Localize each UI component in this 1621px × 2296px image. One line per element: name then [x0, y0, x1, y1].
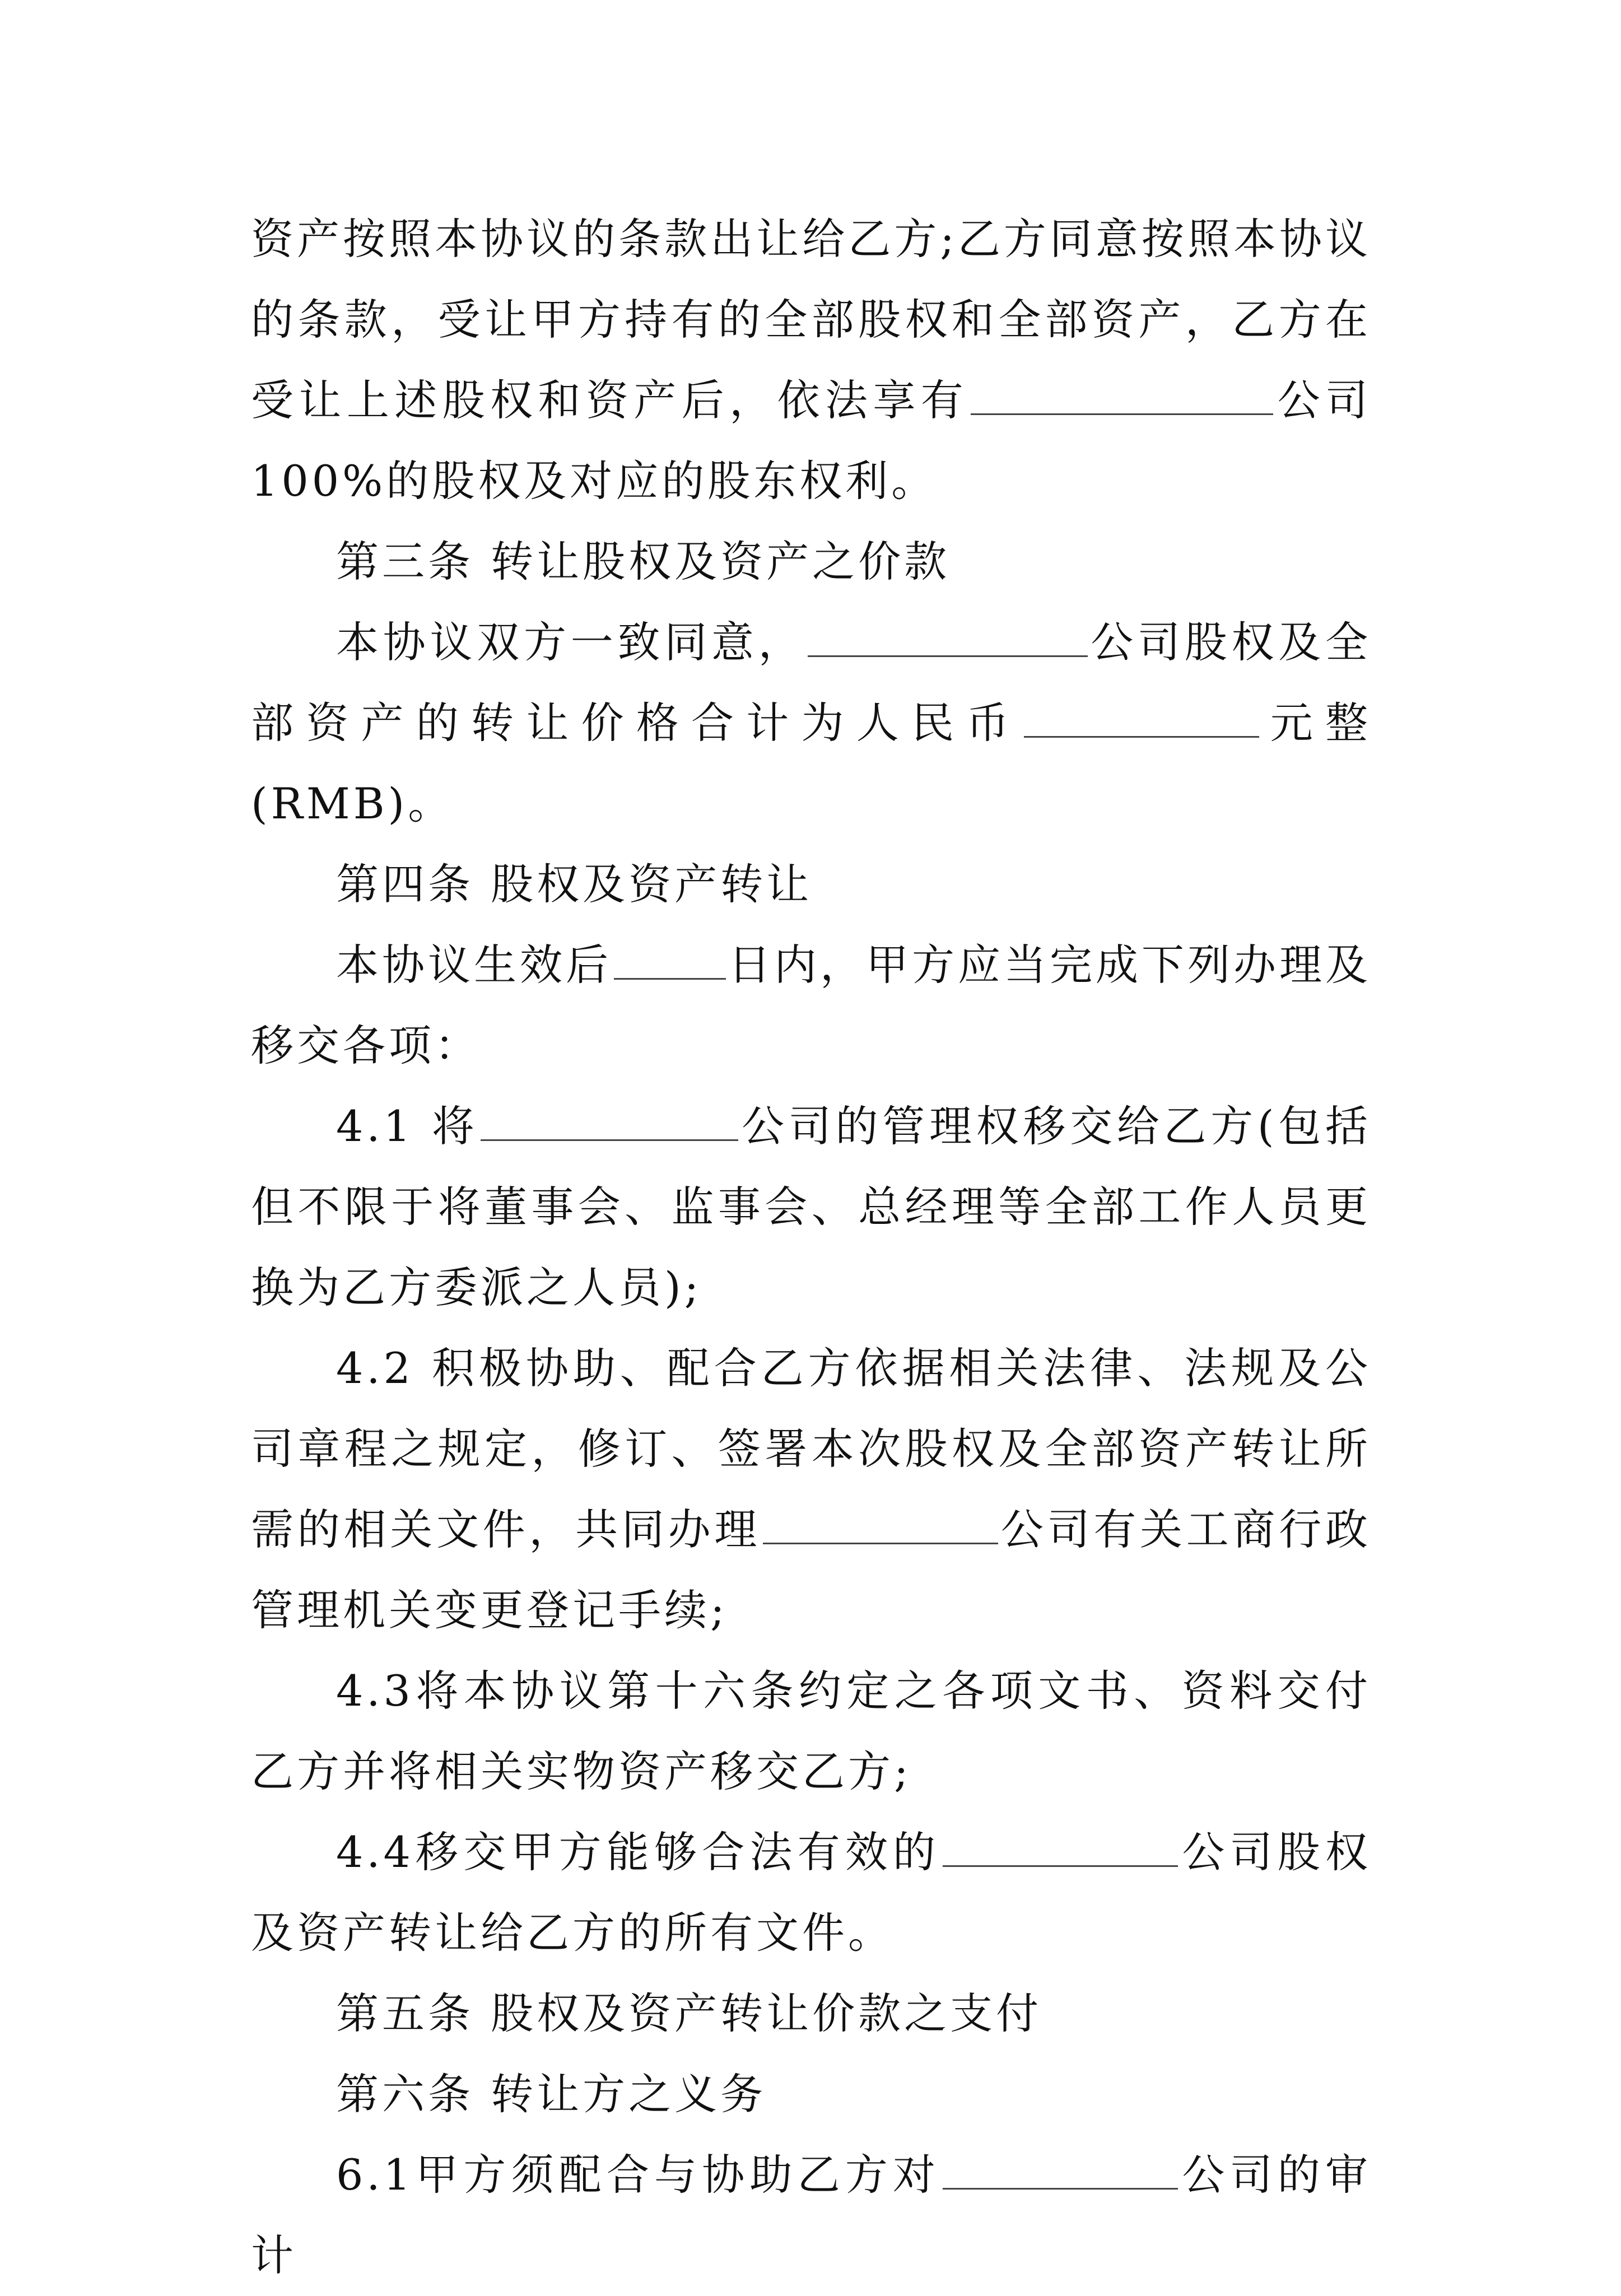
fill-blank-company-name[interactable]	[971, 379, 1273, 415]
clause-text: 公司的管理权移交给乙方(包括但不限于将董事会、监事会、总经理等全部工作人员更换为乙方委派之人员);	[251, 1101, 1371, 1312]
document-body	[251, 199, 1371, 2296]
fill-blank-price-amount[interactable]	[1024, 701, 1259, 738]
paragraph-text: 资产按照本协议的条款出让给乙方;乙方同意按照本协议的条款，受让甲方持有的全部股权和全部资产，乙方在受让上述股权和资产后，依法享有	[251, 214, 1371, 425]
clause-text: 公司有关工商行政管理机关变更登记手续;	[251, 1505, 1372, 1635]
fill-blank-company-name[interactable]	[763, 1508, 998, 1544]
paragraph-text: 本协议生效后	[336, 940, 612, 990]
article-5-heading: 第五条 股权及资产转让价款之支付	[336, 1988, 1042, 2038]
paragraph-text: 公司股权及全部资产的转让价格合计为人民币	[251, 617, 1371, 748]
clause-4-2	[251, 1328, 1371, 1651]
clause-text: 公司的审计	[251, 2150, 1371, 2280]
paragraph-transfer-deadline	[251, 925, 1371, 1086]
article-6-heading: 第六条 转让方之义务	[336, 2069, 767, 2119]
paragraph-text: 元整(RMB)。	[251, 698, 1371, 828]
clause-text: 公司股权及资产转让给乙方的所有文件。	[251, 1827, 1371, 1958]
paragraph-transfer-price	[251, 602, 1371, 844]
paragraph-transfer-scope	[251, 199, 1371, 521]
article-4-heading: 第四条 股权及资产转让	[336, 859, 813, 909]
fill-blank-days[interactable]	[614, 943, 726, 980]
clause-text: 6.1甲方须配合与协助乙方对	[336, 2150, 941, 2200]
fill-blank-company-name[interactable]	[943, 2153, 1178, 2190]
clause-text: 4.2 积极协助、配合乙方依据相关法律、法规及公司章程之规定，修订、签署本次股权及全部资产转让所需的相关文件，共同办理	[251, 1343, 1371, 1554]
paragraph-text: 本协议双方一致同意，	[336, 617, 805, 667]
clause-text: 4.1 将	[336, 1101, 479, 1151]
fill-blank-company-name[interactable]	[943, 1831, 1178, 1867]
paragraph-text: 日内，甲方应当完成下列办理及移交各项：	[251, 940, 1371, 1070]
clause-4-1	[251, 1086, 1371, 1328]
paragraph-text: 公司100%的股权及对应的股东权利。	[251, 375, 1372, 506]
clause-4-4	[251, 1812, 1371, 1973]
fill-blank-company-name[interactable]	[808, 621, 1088, 657]
clause-6-1	[251, 2135, 1371, 2296]
article-3-heading: 第三条 转让股权及资产之价款	[336, 537, 951, 586]
clause-4-3: 4.3将本协议第十六条约定之各项文书、资料交付乙方并将相关实物资产移交乙方;	[251, 1666, 1371, 1796]
fill-blank-company-name[interactable]	[481, 1105, 738, 1141]
clause-text: 4.4移交甲方能够合法有效的	[336, 1827, 941, 1877]
